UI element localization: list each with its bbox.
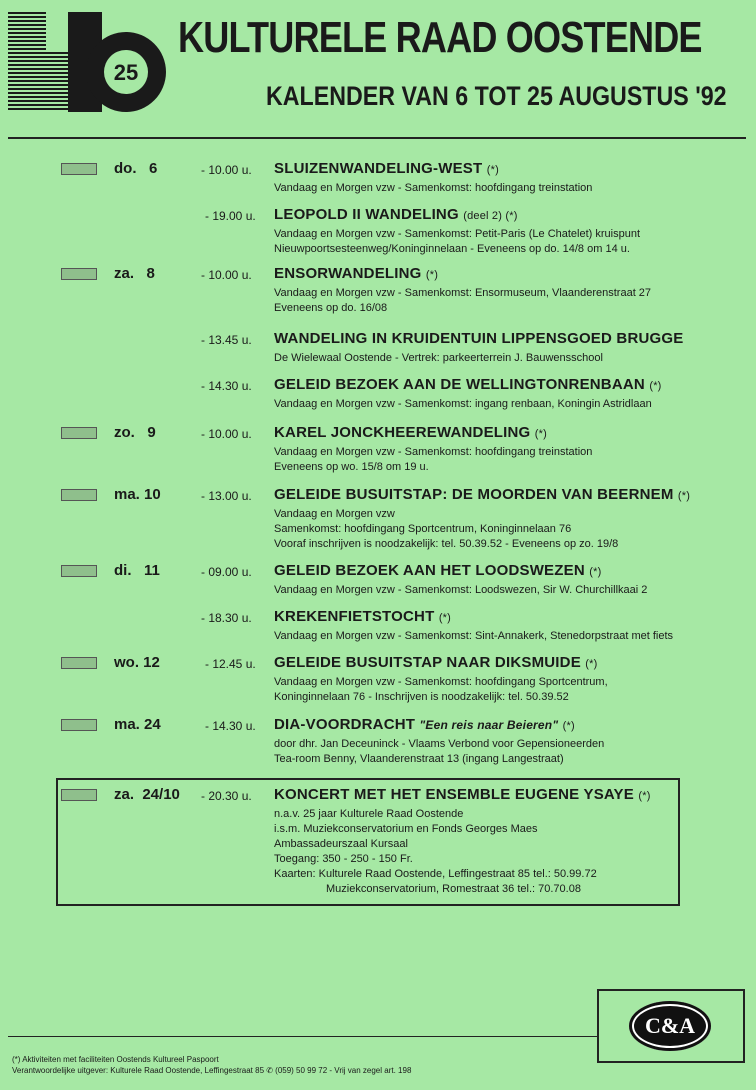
kro-logo: [8, 12, 168, 112]
event-time: - 19.00 u.: [205, 209, 256, 223]
event-title-line: [274, 265, 438, 282]
event-note: (deel 2) (*): [463, 210, 518, 222]
event-time: - 09.00 u.: [201, 565, 252, 579]
event-time: - 20.30 u.: [201, 789, 252, 803]
event-title-line: [274, 654, 598, 671]
event-detail-line: Nieuwpoortsesteenweg/Koninginnelaan - Eveneens op do. 14/8 om 14 u.: [274, 243, 630, 255]
event-detail-line: Vandaag en Morgen vzw - Samenkomst: ingang renbaan, Koningin Astridlaan: [274, 398, 652, 410]
event-title-line: [274, 486, 690, 503]
date-marker: [61, 565, 97, 577]
event-time: - 14.30 u.: [205, 719, 256, 733]
event-time: - 10.00 u.: [201, 268, 252, 282]
event-detail-line: Kaarten: Kulturele Raad Oostende, Leffingestraat 85 tel.: 50.99.72: [274, 868, 597, 880]
event-detail-line: Vandaag en Morgen vzw: [274, 508, 395, 520]
event-detail-line: Vandaag en Morgen vzw - Samenkomst: hoofdingang Sportcentrum,: [274, 676, 608, 688]
event-day: za. 24/10: [114, 786, 180, 803]
event-time: - 10.00 u.: [201, 427, 252, 441]
event-title: GELEIDE BUSUITSTAP NAAR DIKSMUIDE: [274, 654, 581, 671]
event-time: - 12.45 u.: [205, 657, 256, 671]
event-title-line: [274, 608, 451, 625]
event-note: (*): [562, 720, 575, 732]
event-detail-line: n.a.v. 25 jaar Kulturele Raad Oostende: [274, 808, 464, 820]
event-detail-line: Vooraf inschrijven is noodzakelijk: tel. 50.39.52 - Eveneens op zo. 19/8: [274, 538, 619, 550]
event-detail-line: Tea-room Benny, Vlaanderenstraat 13 (ingang Langestraat): [274, 753, 564, 765]
event-detail-line: De Wielewaal Oostende - Vertrek: parkeerterrein J. Bauwensschool: [274, 352, 603, 364]
event-note: (*): [649, 380, 662, 392]
logo-number: 25: [113, 60, 139, 85]
event-detail-line: door dhr. Jan Deceuninck - Vlaams Verbond voor Gepensioneerden: [274, 738, 605, 750]
date-marker: [61, 657, 97, 669]
event-time: - 13.45 u.: [201, 333, 252, 347]
event-details: [274, 445, 592, 475]
event-details: [274, 227, 640, 257]
footer-divider: [8, 1036, 598, 1037]
event-day: ma. 10: [114, 486, 161, 503]
event-time: - 14.30 u.: [201, 379, 252, 393]
header-divider: [8, 137, 746, 139]
event-title: KREKENFIETSTOCHT: [274, 608, 435, 625]
date-marker: [61, 719, 97, 731]
sponsor-box: [597, 989, 745, 1063]
event-title-line: [274, 206, 518, 223]
footnote: (*) Aktiviteiten met faciliteiten Oostends Kultureel Paspoort: [12, 1055, 219, 1064]
event-title: DIA-VOORDRACHT: [274, 716, 416, 733]
event-details: [274, 583, 647, 598]
event-day: ma. 24: [114, 716, 161, 733]
event-details: [274, 629, 673, 644]
event-day: wo. 12: [114, 654, 160, 671]
event-time: - 10.00 u.: [201, 163, 252, 177]
event-title-line: [274, 716, 575, 733]
event-details: [274, 507, 618, 552]
event-day: do. 6: [114, 160, 158, 177]
event-note: (*): [589, 566, 602, 578]
event-title: KONCERT MET HET ENSEMBLE EUGENE YSAYE: [274, 786, 634, 803]
event-detail-line: Vandaag en Morgen vzw - Samenkomst: Ensormuseum, Vlaanderenstraat 27: [274, 287, 652, 299]
event-day: di. 11: [114, 562, 160, 579]
event-detail-line: Samenkomst: hoofdingang Sportcentrum, Koninginnelaan 76: [274, 523, 572, 535]
event-title: GELEIDE BUSUITSTAP: DE MOORDEN VAN BEERNEM: [274, 486, 674, 503]
event-detail-line: Vandaag en Morgen vzw - Samenkomst: Loodswezen, Sir W. Churchillkaai 2: [274, 584, 648, 596]
event-detail-line: Koninginnelaan 76 - Inschrijven is noodzakelijk: tel. 50.39.52: [274, 691, 569, 703]
event-title: SLUIZENWANDELING-WEST: [274, 160, 483, 177]
date-marker: [61, 268, 97, 280]
event-title-line: [274, 424, 547, 441]
event-note: (*): [677, 490, 691, 502]
concert-highlight-box: [56, 778, 680, 906]
publisher-line: Verantwoordelijke uitgever: Kulturele Raad Oostende, Leffingestraat 85 ✆ (059) 50 99 72 - Vrij van zegel art. 198: [12, 1066, 412, 1075]
event-detail-line: Eveneens op wo. 15/8 om 19 u.: [274, 461, 429, 473]
event-detail-line: Ambassadeurszaal Kursaal: [274, 838, 408, 850]
event-details: [274, 675, 608, 705]
event-note: (*): [534, 428, 548, 440]
event-details: [274, 351, 603, 366]
ca-logo: C&A: [629, 1001, 711, 1051]
event-detail-line: Toegang: 350 - 250 - 150 Fr.: [274, 853, 413, 865]
event-note: (*): [486, 164, 499, 176]
event-title-line: [274, 562, 601, 579]
event-note: (*): [425, 269, 439, 281]
event-detail-line: Vandaag en Morgen vzw - Samenkomst: Sint-Annakerk, Stenedorpstraat met fiets: [274, 630, 674, 642]
event-detail-line: Vandaag en Morgen vzw - Samenkomst: hoofdingang treinstation: [274, 182, 593, 194]
event-title-line: [274, 160, 499, 177]
event-note: (*): [638, 790, 651, 802]
event-title: LEOPOLD II WANDELING: [274, 206, 459, 223]
event-title-line: [274, 376, 662, 393]
date-marker: [61, 427, 97, 439]
event-title: GELEID BEZOEK AAN DE WELLINGTONRENBAAN: [274, 376, 645, 393]
event-title: ENSORWANDELING: [274, 265, 422, 282]
event-details: [274, 397, 652, 412]
date-marker: [61, 163, 97, 175]
page-subtitle: KALENDER VAN 6 TOT 25 AUGUSTUS '92: [266, 81, 727, 111]
event-details: [274, 737, 604, 767]
event-day: zo. 9: [114, 424, 156, 441]
event-day: za. 8: [114, 265, 155, 282]
event-subtitle: "Een reis naar Beieren": [419, 718, 559, 732]
page-title: KULTURELE RAAD OOSTENDE: [178, 13, 702, 62]
event-time: - 18.30 u.: [201, 611, 252, 625]
event-title: KAREL JONCKHEEREWANDELING: [274, 424, 531, 441]
event-detail-line: Vandaag en Morgen vzw - Samenkomst: Petit-Paris (Le Chatelet) kruispunt: [274, 228, 641, 240]
date-marker: [61, 489, 97, 501]
event-detail-line: i.s.m. Muziekconservatorium en Fonds Georges Maes: [274, 823, 538, 835]
event-title: GELEID BEZOEK AAN HET LOODSWEZEN: [274, 562, 585, 579]
event-detail-line: Eveneens op do. 16/08: [274, 302, 388, 314]
event-time: - 13.00 u.: [201, 489, 252, 503]
event-note: (*): [438, 612, 452, 624]
event-note: (*): [585, 658, 598, 670]
event-title: WANDELING IN KRUIDENTUIN LIPPENSGOED BRUGGE: [274, 330, 684, 347]
event-details: [274, 181, 592, 196]
event-details: [274, 286, 651, 316]
event-detail-line: Muziekconservatorium, Romestraat 36 tel.: 70.70.08: [326, 883, 581, 895]
event-title-line: [274, 330, 683, 347]
event-detail-line: Vandaag en Morgen vzw - Samenkomst: hoofdingang treinstation: [274, 446, 593, 458]
